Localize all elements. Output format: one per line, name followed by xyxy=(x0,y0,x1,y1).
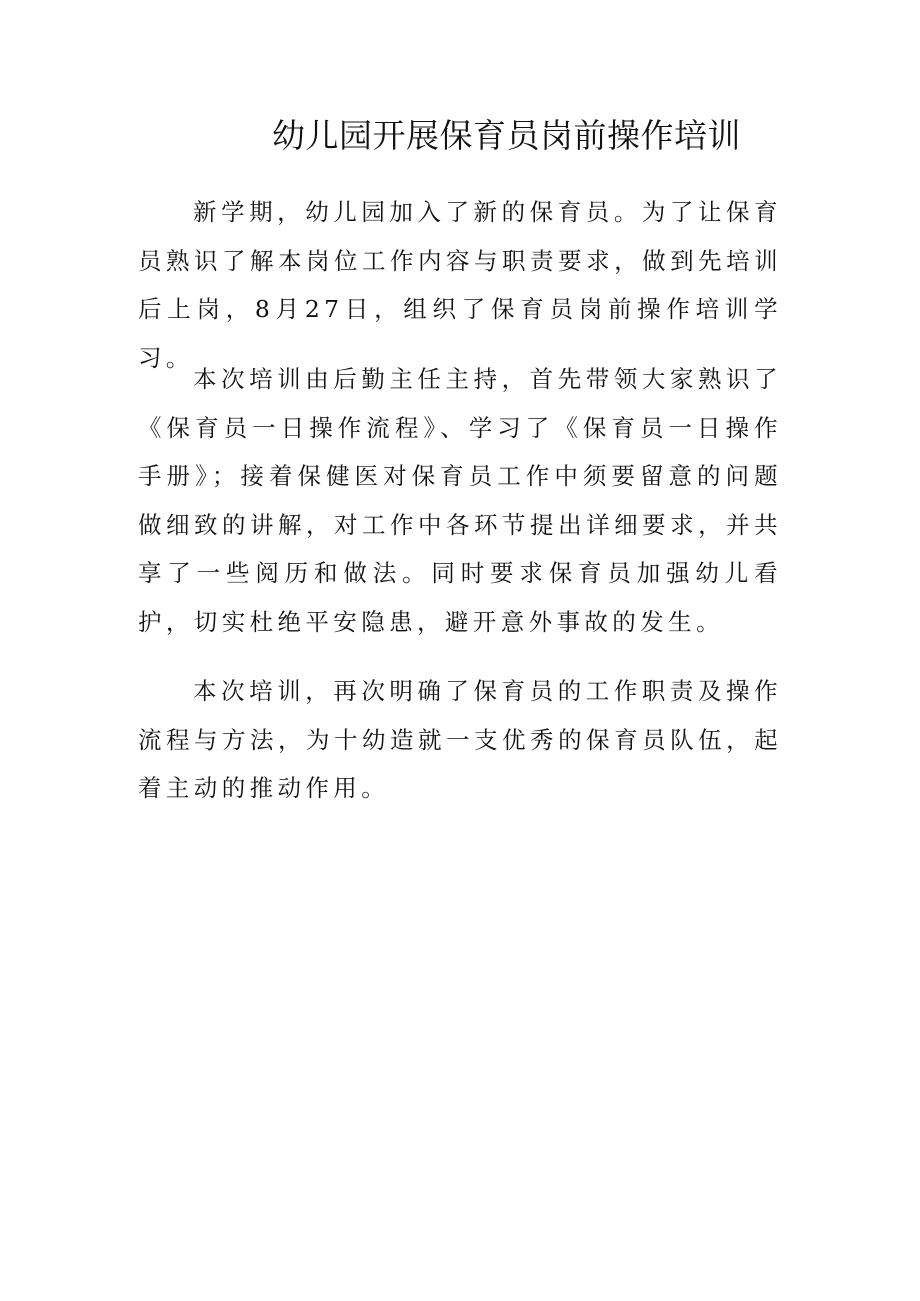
paragraph-3: 本次培训，再次明确了保育员的工作职责及操作流程与方法，为十幼造就一支优秀的保育员队伍，起着主动的推动作用。 xyxy=(138,677,782,802)
paragraph-1: 新学期，幼儿园加入了新的保育员。为了让保育员熟识了解本岗位工作内容与职责要求，做到先培训后上岗，8月27日，组织了保育员岗前操作培训学习。 xyxy=(138,198,782,372)
document-title: 幼儿园开展保育员岗前操作培训 xyxy=(272,116,741,155)
paragraph-2: 本次培训由后勤主任主持，首先带领大家熟识了《保育员一日操作流程》、学习了《保育员一日操作手册》；接着保健医对保育员工作中须要留意的问题做细致的讲解，对工作中各环节提出详细要求，并共享了一些阅历和做法。同时要求保育员加强幼儿看护，切实杜绝平安隐患，避开意外事故的发生。 xyxy=(138,365,782,636)
